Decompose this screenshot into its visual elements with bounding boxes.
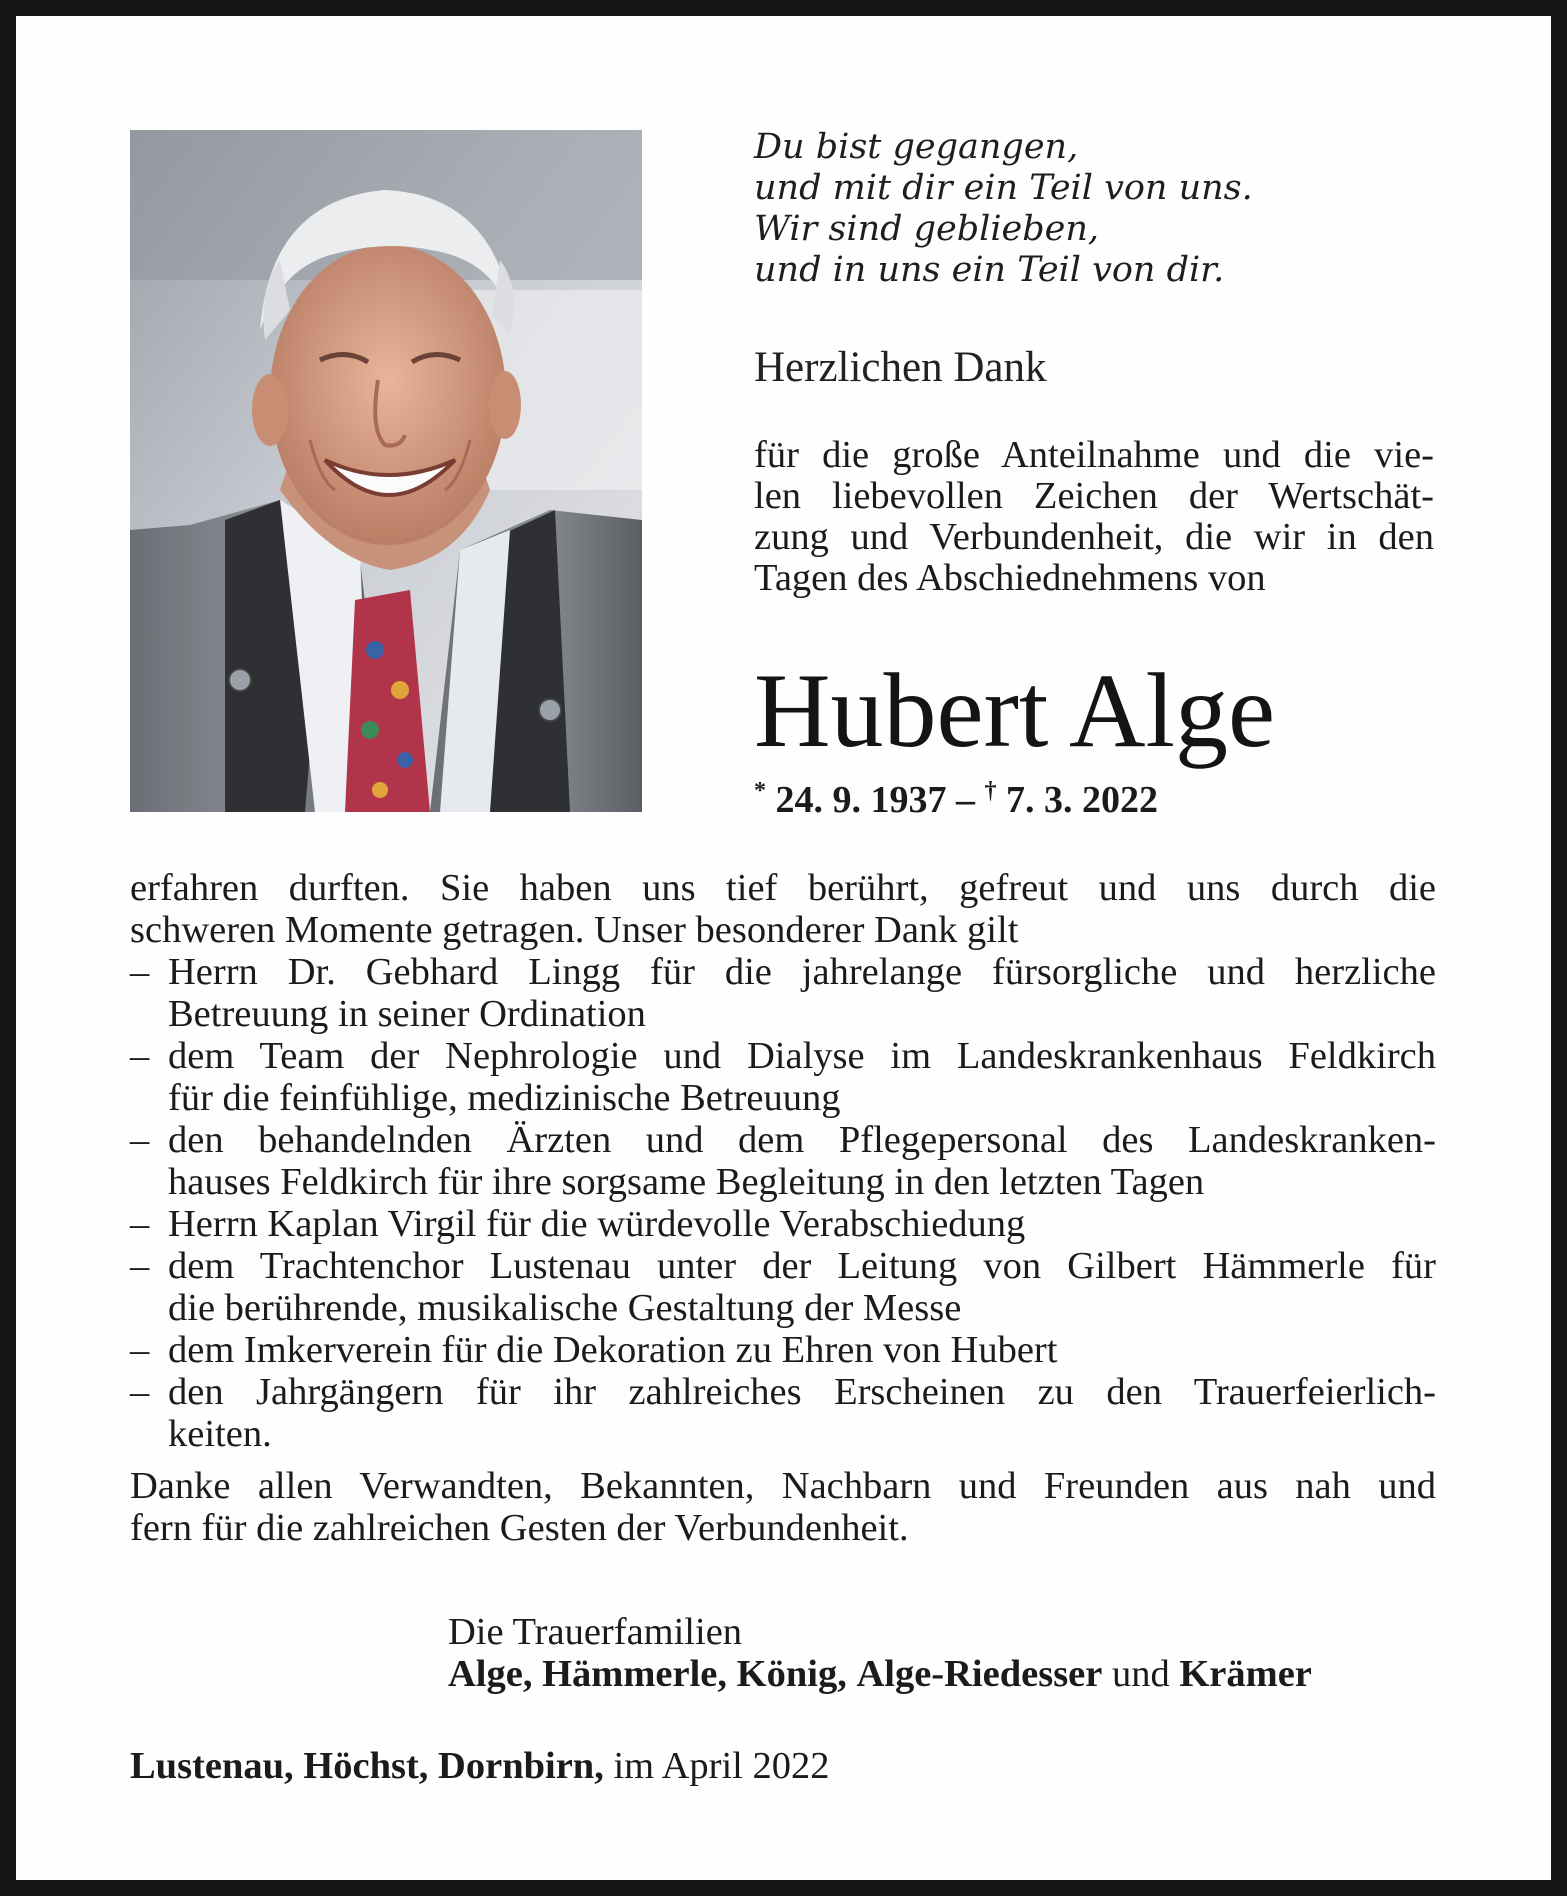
list-item-line: dem Team der Nephrologie und Dialyse im Landeskrankenhaus Feldkirch <box>168 1035 1436 1077</box>
body-line: erfahren durften. Sie haben uns tief berührt, gefreut und uns durch die <box>130 867 1436 909</box>
intro-line: zung und Verbundenheit, die wir in den <box>754 516 1434 558</box>
life-dates <box>754 778 1158 822</box>
death-symbol: † <box>984 778 997 804</box>
dash: – <box>130 1035 150 1077</box>
body-line: schweren Momente getragen. Unser besonderer Dank gilt <box>130 909 1019 951</box>
family-name: König, <box>736 1653 847 1695</box>
birth-symbol: * <box>754 778 766 804</box>
list-item-line: die berührende, musikalische Gestaltung der Messe <box>168 1287 962 1329</box>
family-name: Alge-Riedesser <box>856 1653 1103 1695</box>
list-item <box>130 1203 1436 1245</box>
list-item-line: dem Trachtenchor Lustenau unter der Leitung von Gilbert Hämmerle für <box>168 1245 1436 1287</box>
family-name: Krämer <box>1179 1653 1312 1695</box>
list-item <box>130 1035 1436 1119</box>
dash: – <box>130 951 150 993</box>
list-item-line: den behandelnden Ärzten und dem Pflegepersonal des Landeskranken- <box>168 1119 1436 1161</box>
poem-line: Wir sind geblieben, <box>754 209 1100 249</box>
intro-line: für die große Anteilnahme und die vie- <box>754 434 1434 476</box>
intro-line: Tagen des Abschiednehmens von <box>754 557 1266 599</box>
dash: – <box>130 1119 150 1161</box>
list-item-line: für die feinfühlige, medizinische Betreuung <box>168 1077 841 1119</box>
poem-line: Du bist gegangen, <box>754 127 1079 167</box>
thanks-list <box>130 951 1436 1455</box>
place-towns: Lustenau, Höchst, Dornbirn, <box>130 1745 604 1787</box>
list-item <box>130 1119 1436 1203</box>
signature-connector: und <box>1111 1653 1170 1695</box>
list-item-line: Betreuung in seiner Ordination <box>168 993 646 1035</box>
portrait-illustration <box>130 130 642 812</box>
dash: – <box>130 1329 150 1371</box>
list-item <box>130 1329 1436 1371</box>
list-item-line: dem Imkerverein für die Dekoration zu Ehren von Hubert <box>168 1329 1058 1371</box>
list-item-line: Herrn Dr. Gebhard Lingg für die jahrelange fürsorgliche und herzliche <box>168 951 1436 993</box>
poem-line: und in uns ein Teil von dir. <box>754 250 1225 290</box>
list-item <box>130 1371 1436 1455</box>
list-item-line: den Jahrgängern für ihr zahlreiches Erscheinen zu den Trauerfeierlich- <box>168 1371 1436 1413</box>
closing-line: Danke allen Verwandten, Bekannten, Nachbarn und Freunden aus nah und <box>130 1465 1436 1507</box>
poem-line: und mit dir ein Teil von uns. <box>754 168 1253 208</box>
signature-intro: Die Trauerfamilien <box>448 1611 743 1653</box>
body-text <box>130 867 1436 1549</box>
family-name: Hämmerle, <box>542 1653 728 1695</box>
list-item <box>130 951 1436 1035</box>
place-and-date <box>130 1744 830 1788</box>
closing-line: fern für die zahlreichen Gesten der Verbundenheit. <box>130 1507 909 1549</box>
dash: – <box>130 1245 150 1287</box>
deceased-name: Hubert Alge <box>754 652 1276 769</box>
list-item-line: hauses Feldkirch für ihre sorgsame Begleitung in den letzten Tagen <box>168 1161 1205 1203</box>
family-name: Alge, <box>448 1653 533 1695</box>
signature <box>448 1611 1312 1695</box>
intro-line: len liebevollen Zeichen der Wertschät- <box>754 475 1434 517</box>
thanks-heading: Herzlichen Dank <box>754 344 1047 391</box>
intro-paragraph <box>754 435 1434 599</box>
birth-date: 24. 9. 1937 – <box>766 779 985 821</box>
death-date: 7. 3. 2022 <box>996 779 1158 821</box>
closing-paragraph <box>130 1465 1436 1549</box>
place-date: im April 2022 <box>603 1745 830 1787</box>
poem <box>754 127 1253 291</box>
dash: – <box>130 1371 150 1413</box>
signature-families <box>448 1653 1312 1695</box>
list-item-line: keiten. <box>168 1413 272 1455</box>
portrait-photo <box>130 130 642 812</box>
list-item <box>130 1245 1436 1329</box>
dash: – <box>130 1203 150 1245</box>
list-item-line: Herrn Kaplan Virgil für die würdevolle Verabschiedung <box>168 1203 1026 1245</box>
